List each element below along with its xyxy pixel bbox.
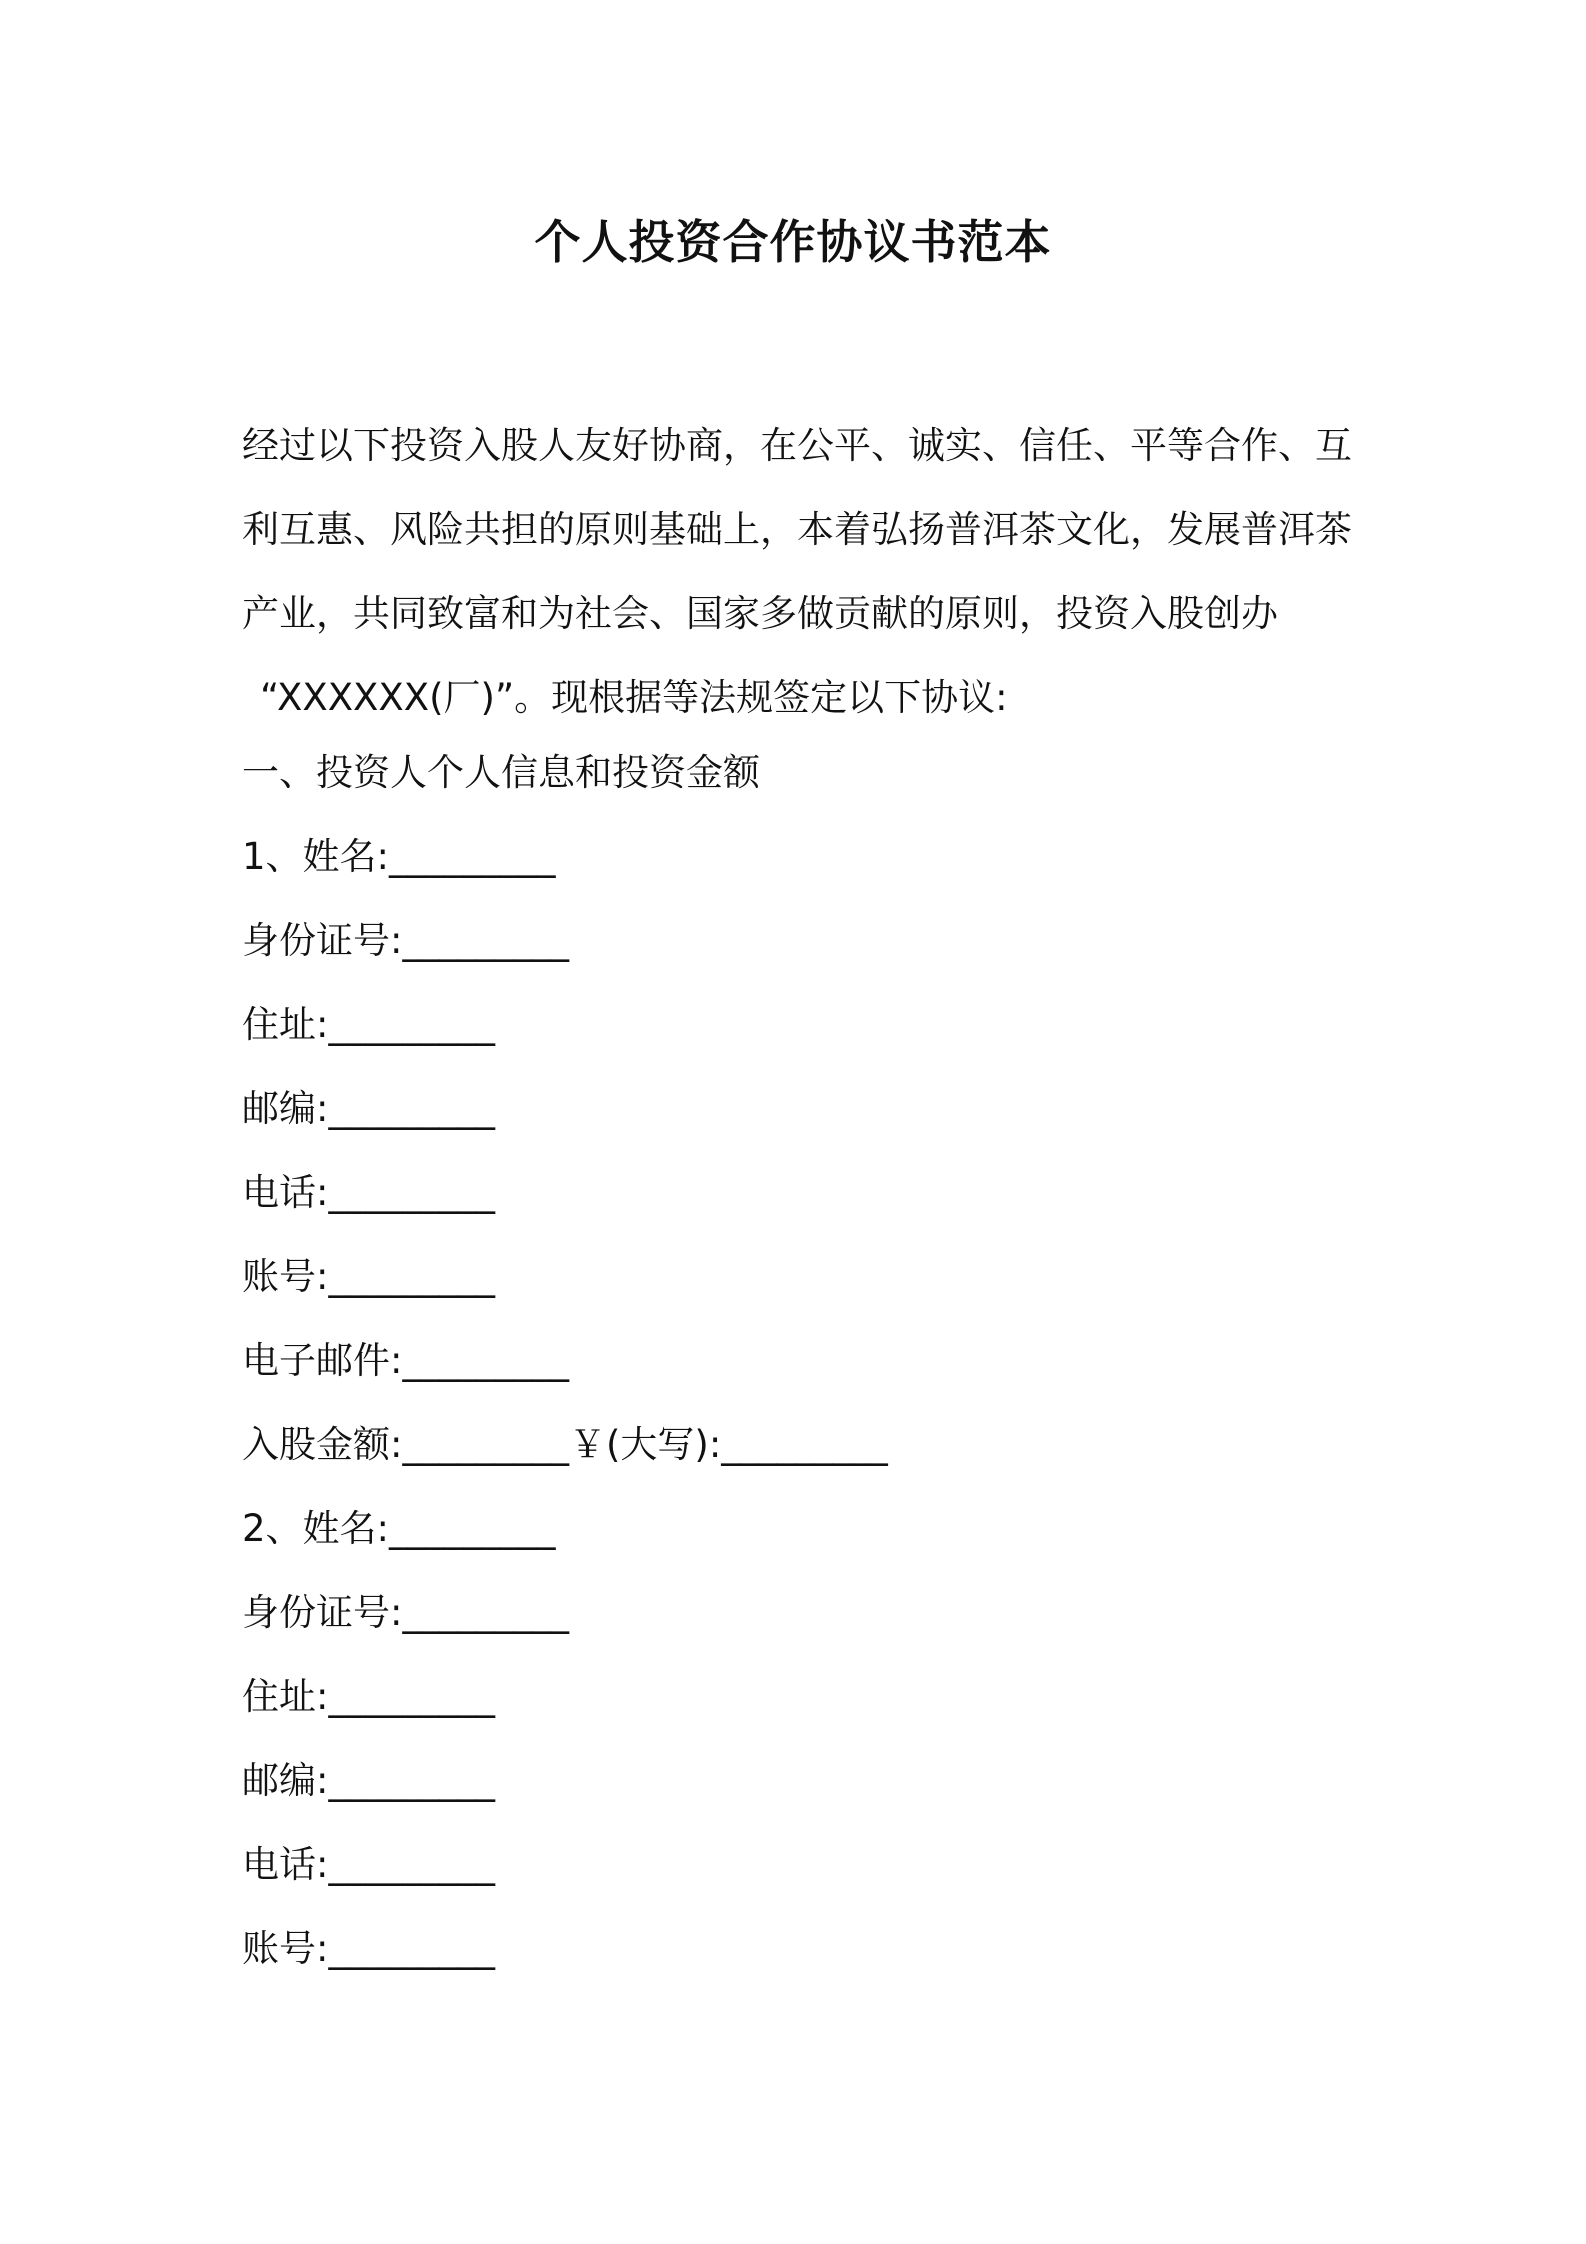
intro-line: 经过以下投资入股人友好协商，在公平、诚实、信任、平等合作、互 [242, 424, 1352, 467]
intro-paragraph [242, 404, 1362, 740]
investor2-address-field: 住址:_________ [242, 1675, 495, 1718]
investor1-email-field: 电子邮件:_________ [242, 1339, 569, 1382]
section-heading: 一、投资人个人信息和投资金额 [242, 751, 760, 794]
investor1-name-field: 1、姓名:_________ [242, 835, 556, 878]
investor1-phone-field: 电话:_________ [242, 1171, 495, 1214]
intro-line: 产业，共同致富和为社会、国家多做贡献的原则，投资入股创办 [242, 592, 1278, 635]
investor1-address-field: 住址:_________ [242, 1003, 495, 1046]
investor1-amount-field: 入股金额:_________￥(大写):_________ [242, 1423, 888, 1466]
intro-line: “XXXXXX(厂)”。现根据等法规签定以下协议: [260, 676, 1008, 719]
investor2-name-field: 2、姓名:_________ [242, 1507, 556, 1550]
document-title: 个人投资合作协议书范本 [534, 215, 1052, 269]
investor1-postcode-field: 邮编:_________ [242, 1087, 495, 1130]
investor2-postcode-field: 邮编:_________ [242, 1759, 495, 1802]
investor1-account-field: 账号:_________ [242, 1255, 495, 1298]
investor2-id-field: 身份证号:_________ [242, 1591, 569, 1634]
investor2-account-field: 账号:_________ [242, 1927, 495, 1970]
investor1-id-field: 身份证号:_________ [242, 919, 569, 962]
investor2-phone-field: 电话:_________ [242, 1843, 495, 1886]
intro-line: 利互惠、风险共担的原则基础上，本着弘扬普洱茶文化，发展普洱茶 [242, 508, 1352, 551]
